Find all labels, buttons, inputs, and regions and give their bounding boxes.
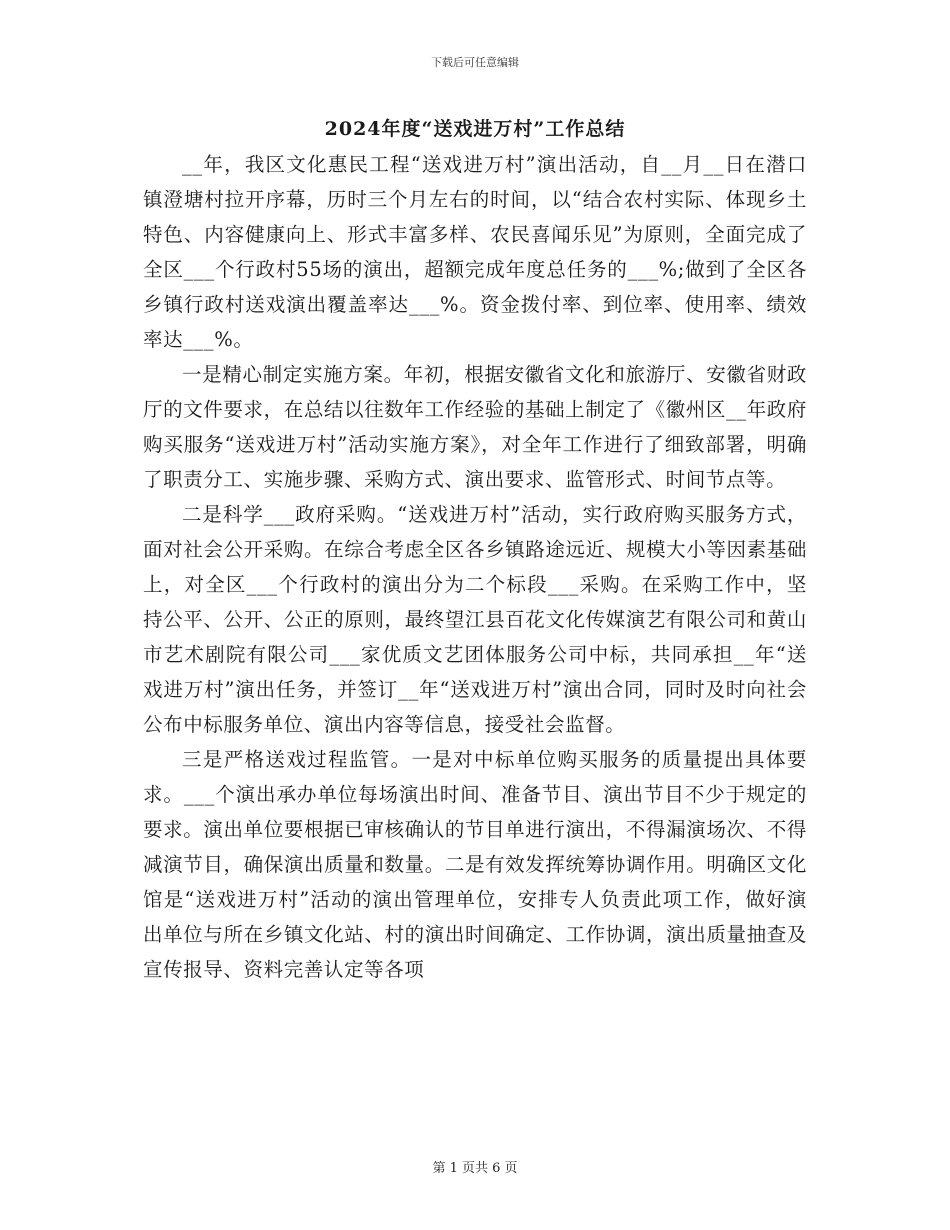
- header-note: 下载后可任意编辑: [431, 56, 519, 69]
- document-title: 2024年度“送戏进万村”工作总结: [324, 118, 626, 140]
- paragraph-procurement: 二是科学___政府采购。“送戏进万村”活动，实行政府购买服务方式，面对社会公开采购。在综合考虑全区各乡镇路途远近、规模大小等因素基础上，对全区___个行政村的演出分为二个标段___采购。在采购工作中，坚持公平、公开、公正的原则，最终望江县百花文化传媒演艺有限公司和黄山市艺术剧院有限公司___家优质文艺团体服务公司中标，共同承担__年“送戏进万村”演出任务，并签订__年“送戏进万村”演出合同，同时及时向社会公布中标服务单位、演出内容等信息，接受社会监督。: [143, 503, 807, 736]
- document-body: [143, 147, 807, 987]
- paragraph-supervision: 三是严格送戏过程监管。一是对中标单位购买服务的质量提出具体要求。___个演出承办单位每场演出时间、准备节目、演出节目不少于规定的要求。演出单位要根据已审核确认的节目单进行演出，不得漏演场次、不得减演节目，确保演出质量和数量。二是有效发挥统筹协调作用。明确区文化馆是“送戏进万村”活动的演出管理单位，安排专人负责此项工作，做好演出单位与所在乡镇文化站、村的演出时间确定、工作协调，演出质量抽查及宣传报导、资料完善认定等各项: [143, 748, 807, 981]
- page-footer: 第 1 页共 6 页: [432, 1161, 518, 1176]
- paragraph-intro: __年，我区文化惠民工程“送戏进万村”演出活动，自__月__日在潜口镇澄塘村拉开序幕，历时三个月左右的时间，以“结合农村实际、体现乡土特色、内容健康向上、形式丰富多样、农民喜闻乐见”为原则，全面完成了全区___个行政村55场的演出，超额完成年度总任务的___%;做到了全区各乡镇行政村送戏演出覆盖率达___%。资金拨付率、到位率、使用率、绩效率达___%。: [143, 153, 807, 351]
- paragraph-plan: 一是精心制定实施方案。年初，根据安徽省文化和旅游厅、安徽省财政厅的文件要求，在总结以往数年工作经验的基础上制定了《徽州区__年政府购买服务“送戏进万村”活动实施方案》，对全年工作进行了细致部署，明确了职责分工、实施步骤、采购方式、演出要求、监管形式、时间节点等。: [143, 363, 807, 491]
